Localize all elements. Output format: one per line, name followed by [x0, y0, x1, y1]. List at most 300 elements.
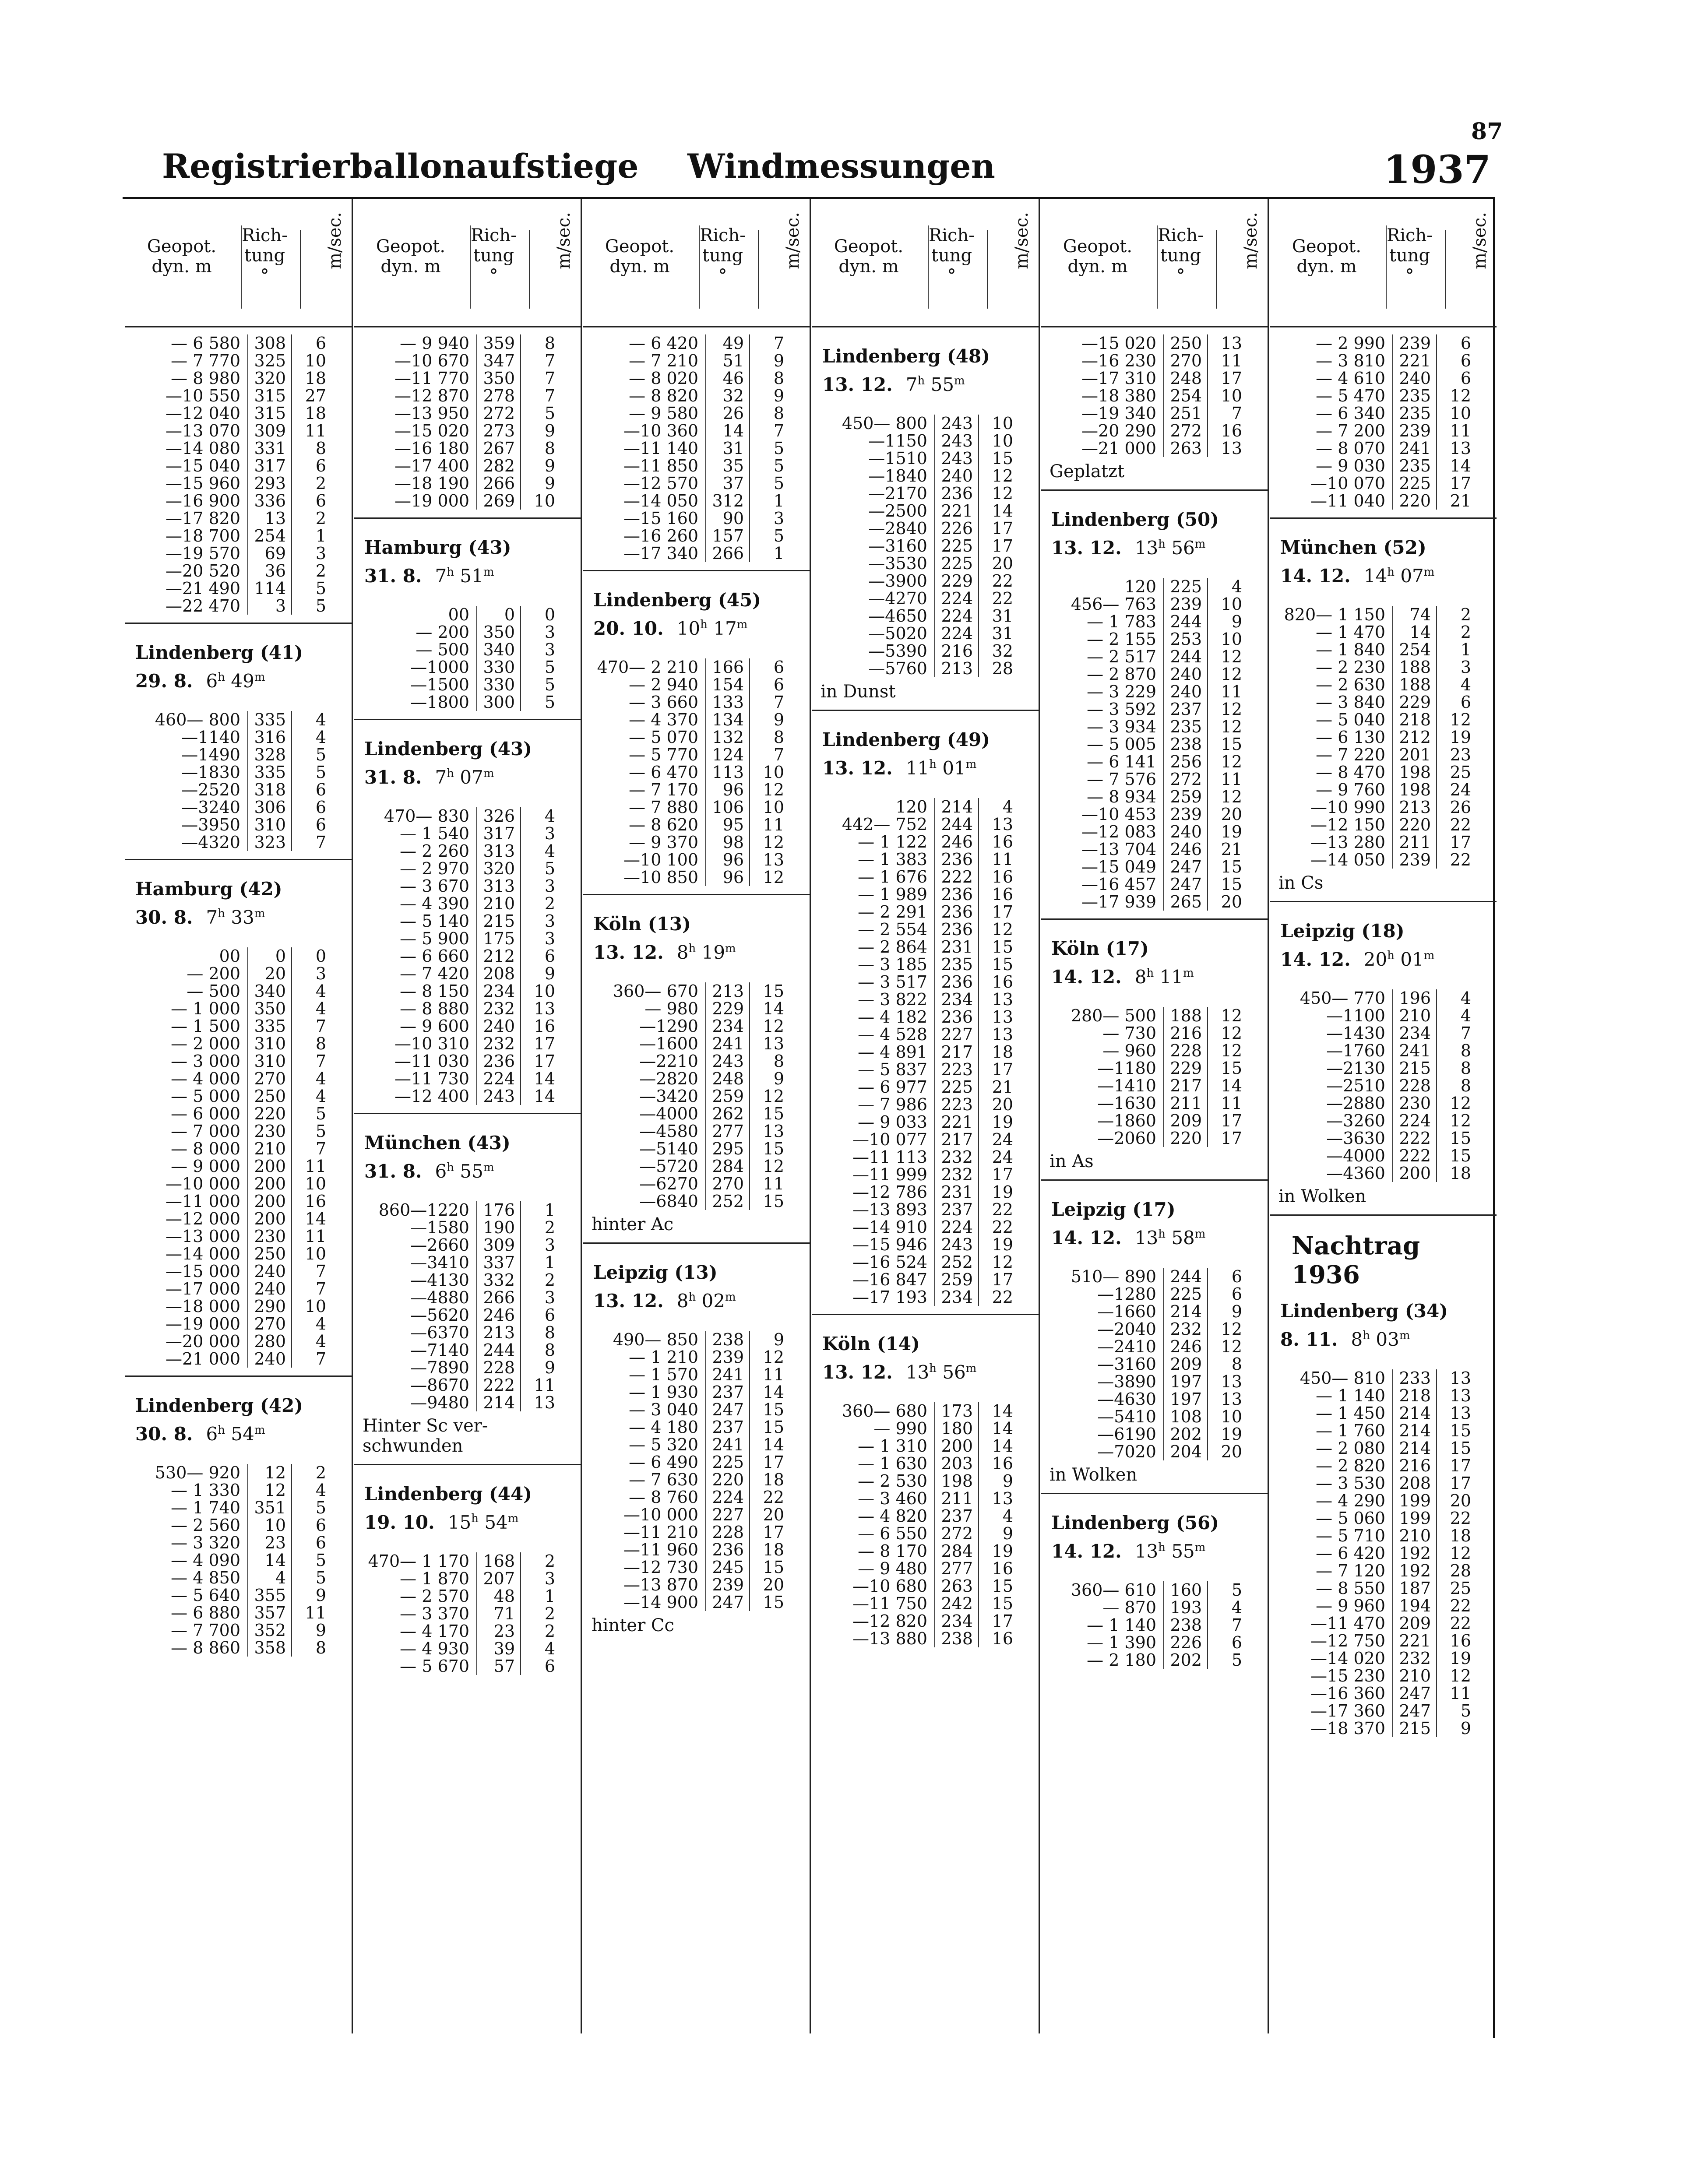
table-row — [1041, 1443, 1268, 1460]
height-cell: —10 000 — [166, 1174, 240, 1193]
speed-cell: 16 — [992, 885, 1013, 904]
height-cell: —19 000 — [166, 1314, 240, 1333]
table-row — [583, 334, 810, 352]
launch-date: 30. 8. — [135, 907, 193, 928]
speed-cell: 17 — [1221, 369, 1242, 388]
height-cell: —4650 — [868, 606, 927, 626]
direction-cell: 69 — [264, 544, 286, 563]
height-cell: —16 360 — [1310, 1684, 1385, 1703]
height-cell: —3410 — [410, 1253, 469, 1272]
height-cell: —2820 — [639, 1069, 698, 1088]
height-cell: —17 400 — [394, 456, 469, 475]
table-row — [1041, 1599, 1268, 1616]
speed-cell: 18 — [992, 1042, 1013, 1062]
speed-cell: 17 — [992, 1165, 1013, 1184]
speed-cell: 10 — [305, 351, 326, 370]
table-row — [125, 1087, 352, 1105]
direction-cell: 227 — [941, 1025, 973, 1044]
speed-cell: 12 — [763, 1017, 784, 1036]
block-note: Geplatzt — [1049, 461, 1125, 482]
table-row — [354, 475, 581, 492]
direction-cell: 282 — [483, 456, 515, 475]
height-cell: — 7 120 — [1316, 1561, 1385, 1580]
direction-cell: 269 — [483, 491, 515, 510]
speed-cell: 15 — [763, 1192, 784, 1211]
direction-cell: 224 — [941, 624, 973, 643]
direction-cell: 310 — [254, 1052, 286, 1071]
table-row — [1041, 352, 1268, 369]
launch-time: 14$^h$ 07$^m$ — [1363, 565, 1435, 587]
speed-cell: 17 — [1450, 474, 1471, 493]
rows — [583, 658, 810, 886]
height-cell: — 2 260 — [400, 841, 469, 861]
direction-cell: 248 — [1170, 369, 1202, 388]
speed-cell: 12 — [1450, 1544, 1471, 1563]
direction-cell: 236 — [483, 1052, 515, 1071]
direction-cell: 331 — [254, 439, 286, 458]
column-rule — [291, 1464, 292, 1657]
table-row — [1041, 1390, 1268, 1408]
block-note: hinter Ac — [592, 1214, 674, 1235]
speed-cell: 18 — [1450, 1526, 1471, 1545]
direction-cell: 234 — [483, 981, 515, 1001]
table-row — [1270, 1422, 1497, 1439]
direction-cell: 132 — [712, 728, 744, 747]
height-cell: —2170 — [868, 484, 927, 503]
header-height: Geopot. dyn. m — [834, 236, 904, 277]
table-row — [125, 728, 352, 746]
speed-cell: 4 — [315, 1481, 326, 1500]
direction-cell: 240 — [254, 1279, 286, 1298]
height-cell: — 8 470 — [1316, 763, 1385, 782]
date-time-line — [135, 901, 352, 930]
table-row — [354, 1324, 581, 1341]
direction-cell: 211 — [1170, 1094, 1202, 1113]
height-cell: —2210 — [639, 1052, 698, 1071]
table-row — [354, 1201, 581, 1219]
speed-cell: 5 — [315, 1104, 326, 1123]
speed-cell: 24 — [1450, 780, 1471, 799]
height-cell: —17 193 — [852, 1288, 927, 1307]
table-row — [125, 1035, 352, 1052]
direction-cell: 300 — [483, 693, 515, 712]
speed-cell: 15 — [763, 1400, 784, 1419]
ascent-title — [1270, 909, 1497, 972]
table-row — [812, 432, 1039, 450]
table-row — [354, 1254, 581, 1271]
height-cell: —3420 — [639, 1087, 698, 1106]
height-cell: — 7 630 — [629, 1470, 698, 1489]
height-cell: —15 020 — [1081, 334, 1156, 353]
height-cell: — 6 340 — [1316, 404, 1385, 423]
table-row — [583, 475, 810, 492]
table-row — [812, 956, 1039, 973]
speed-cell: 10 — [763, 763, 784, 782]
date-time-line — [1051, 1222, 1268, 1250]
speed-cell: 16 — [992, 867, 1013, 886]
speed-cell: 12 — [763, 780, 784, 799]
speed-cell: 6 — [544, 1657, 555, 1676]
table-row — [812, 502, 1039, 520]
table-row — [354, 641, 581, 658]
direction-cell: 154 — [712, 675, 744, 694]
height-cell: — 5 710 — [1316, 1526, 1385, 1545]
direction-cell: 216 — [1170, 1024, 1202, 1043]
column-rule — [705, 658, 706, 886]
direction-cell: 221 — [941, 501, 973, 521]
station-name: Lindenberg (50) — [1051, 509, 1219, 530]
height-cell: — 5 005 — [1087, 735, 1156, 754]
speed-cell: 10 — [1221, 1407, 1242, 1426]
column-rule — [247, 334, 248, 615]
speed-cell: 20 — [763, 1505, 784, 1524]
direction-cell: 247 — [1399, 1701, 1431, 1720]
direction-cell: 209 — [1399, 1614, 1431, 1633]
direction-cell: 230 — [254, 1122, 286, 1141]
table-row — [125, 422, 352, 440]
table-row — [583, 1471, 810, 1488]
table-row — [354, 492, 581, 510]
direction-cell: 13 — [264, 509, 286, 528]
table-row — [1270, 1387, 1497, 1404]
speed-cell: 15 — [992, 1576, 1013, 1596]
table-row — [812, 642, 1039, 660]
height-cell: —14 050 — [623, 491, 698, 510]
direction-cell: 204 — [1170, 1442, 1202, 1461]
direction-cell: 235 — [1170, 717, 1202, 736]
height-cell: —2130 — [1326, 1059, 1385, 1078]
height-cell: —4320 — [181, 833, 240, 852]
rows — [583, 1331, 810, 1611]
direction-cell: 210 — [1399, 1526, 1431, 1545]
table-row — [1041, 334, 1268, 352]
table-row — [125, 1481, 352, 1499]
launch-time: 8$^h$ 02$^m$ — [676, 1290, 736, 1312]
speed-cell: 3 — [1460, 658, 1471, 677]
speed-cell: 18 — [763, 1540, 784, 1559]
direction-cell: 236 — [941, 972, 973, 992]
direction-cell: 200 — [254, 1157, 286, 1176]
direction-cell: 244 — [1170, 647, 1202, 666]
column-rule — [1436, 1369, 1437, 1737]
speed-cell: 8 — [1460, 1041, 1471, 1060]
height-cell: — 9 960 — [1316, 1596, 1385, 1615]
table-row — [583, 816, 810, 834]
height-cell: — 9 580 — [629, 404, 698, 423]
launch-time: 8$^h$ 19$^m$ — [676, 942, 736, 963]
page-number: 87 — [1471, 118, 1503, 145]
header-height: Geopot. dyn. m — [1063, 236, 1133, 277]
speed-cell: 11 — [1450, 1684, 1471, 1703]
height-cell: — 1 840 — [1316, 640, 1385, 659]
ascent-block — [354, 327, 581, 519]
speed-cell: 15 — [992, 937, 1013, 957]
speed-cell: 12 — [992, 920, 1013, 939]
speed-cell: 7 — [773, 693, 784, 712]
table-row — [354, 1394, 581, 1411]
block-note: in Wolken — [1278, 1186, 1366, 1207]
speed-cell: 4 — [544, 1639, 555, 1658]
height-cell: — 8 934 — [1087, 787, 1156, 806]
table-row — [354, 1587, 581, 1605]
speed-cell: 12 — [992, 1252, 1013, 1272]
height-cell: —3630 — [1326, 1129, 1385, 1148]
speed-cell: 17 — [1450, 1456, 1471, 1475]
direction-cell: 237 — [712, 1418, 744, 1437]
table-row — [812, 991, 1039, 1008]
table-row — [1041, 1373, 1268, 1390]
table-row — [812, 921, 1039, 938]
height-cell: —2410 — [1097, 1337, 1156, 1356]
rows — [812, 798, 1039, 1306]
launch-date: 31. 8. — [364, 767, 422, 788]
speed-cell: 13 — [992, 990, 1013, 1009]
table-row — [583, 1087, 810, 1105]
table-row — [583, 387, 810, 405]
speed-cell: 8 — [773, 728, 784, 747]
direction-cell: 227 — [712, 1505, 744, 1524]
speed-cell: 22 — [992, 1217, 1013, 1237]
table-row — [1270, 1094, 1497, 1112]
table-row — [812, 1595, 1039, 1612]
height-cell: —3950 — [181, 815, 240, 834]
date-time-line — [364, 1506, 581, 1535]
table-row — [125, 1499, 352, 1516]
speed-cell: 10 — [1221, 595, 1242, 614]
height-cell: —1280 — [1097, 1284, 1156, 1304]
speed-cell: 10 — [305, 1244, 326, 1263]
direction-cell: 236 — [941, 885, 973, 904]
direction-cell: 222 — [483, 1375, 515, 1395]
table-row — [1041, 788, 1268, 806]
speed-cell: 1 — [544, 1587, 555, 1606]
speed-cell: 13 — [763, 1034, 784, 1053]
height-cell: —14 910 — [852, 1217, 927, 1237]
table-row — [1270, 334, 1497, 352]
table-row — [812, 798, 1039, 816]
speed-cell: 6 — [315, 798, 326, 817]
direction-cell: 188 — [1170, 1006, 1202, 1025]
table-row — [1041, 1651, 1268, 1669]
direction-cell: 332 — [483, 1270, 515, 1290]
direction-cell: 215 — [483, 911, 515, 931]
launch-date: 13. 12. — [1051, 537, 1122, 559]
table-row — [583, 658, 810, 676]
height-cell: — 3 822 — [858, 990, 927, 1009]
direction-cell: 240 — [1170, 682, 1202, 701]
direction-cell: 259 — [941, 1270, 973, 1289]
table-row — [1041, 665, 1268, 683]
speed-cell: 1 — [773, 544, 784, 563]
height-cell: — 7 210 — [629, 351, 698, 370]
header-height: Geopot. dyn. m — [376, 236, 446, 277]
height-cell: — 4 180 — [629, 1418, 698, 1437]
height-cell: —1410 — [1097, 1076, 1156, 1095]
table-row — [583, 851, 810, 869]
table-row — [812, 1113, 1039, 1131]
speed-cell: 7 — [773, 421, 784, 440]
ascent-block — [125, 624, 352, 860]
direction-cell: 340 — [483, 640, 515, 659]
direction-cell: 328 — [254, 745, 286, 764]
height-cell: —1760 — [1326, 1041, 1385, 1060]
launch-time: 10$^h$ 17$^m$ — [676, 618, 748, 639]
column-rule — [749, 1331, 750, 1611]
direction-cell: 240 — [483, 1017, 515, 1036]
speed-cell: 16 — [992, 972, 1013, 992]
speed-cell: 13 — [1450, 1386, 1471, 1405]
height-cell: — 1 500 — [171, 1017, 240, 1036]
speed-cell: 11 — [1221, 1094, 1242, 1113]
height-cell: —2040 — [1097, 1319, 1156, 1339]
direction-cell: 230 — [1399, 1094, 1431, 1113]
height-cell: —4360 — [1326, 1164, 1385, 1183]
table-row — [1270, 1632, 1497, 1650]
height-cell: —12 870 — [394, 386, 469, 405]
launch-date: 19. 10. — [364, 1512, 435, 1533]
table-row — [1041, 1129, 1268, 1147]
table-row — [125, 781, 352, 799]
height-cell: — 7 880 — [629, 798, 698, 817]
direction-cell: 306 — [254, 798, 286, 817]
station-name: Lindenberg (43) — [364, 738, 532, 760]
height-cell: —10 453 — [1081, 805, 1156, 824]
date-time-line — [135, 665, 352, 693]
column-rule — [934, 798, 935, 1306]
height-cell: — 2 000 — [171, 1034, 240, 1053]
rows — [125, 711, 352, 851]
table-row — [812, 415, 1039, 432]
launch-date: 13. 12. — [822, 1361, 893, 1383]
speed-cell: 12 — [1221, 1337, 1242, 1356]
station-name: Hamburg (43) — [364, 537, 511, 558]
table-row — [583, 728, 810, 746]
station-name: Köln (14) — [822, 1333, 920, 1354]
speed-cell: 13 — [992, 1489, 1013, 1508]
speed-cell: 15 — [763, 1558, 784, 1577]
height-cell: —12 040 — [166, 404, 240, 423]
table-row — [125, 1140, 352, 1157]
table-row — [1041, 735, 1268, 753]
speed-cell: 13 — [534, 999, 555, 1018]
speed-cell: 4 — [315, 1332, 326, 1351]
direction-cell: 188 — [1399, 675, 1431, 694]
station-name: Lindenberg (49) — [822, 729, 990, 750]
direction-cell: 237 — [941, 1506, 973, 1526]
speed-cell: 13 — [1450, 1368, 1471, 1388]
direction-cell: 320 — [254, 369, 286, 388]
height-cell: — 5 640 — [171, 1586, 240, 1605]
direction-cell: 221 — [941, 1112, 973, 1132]
height-cell: — 5 770 — [629, 745, 698, 764]
height-cell: 280— 500 — [1071, 1006, 1156, 1025]
height-cell: — 3 040 — [629, 1400, 698, 1419]
speed-cell: 17 — [763, 1453, 784, 1472]
height-cell: —13 704 — [1081, 840, 1156, 859]
direction-cell: 251 — [1170, 404, 1202, 423]
table-row — [812, 1437, 1039, 1455]
table-row — [812, 833, 1039, 851]
speed-cell: 15 — [1221, 875, 1242, 894]
table-row — [1270, 1129, 1497, 1147]
height-cell: — 4 891 — [858, 1042, 927, 1062]
speed-cell: 19 — [992, 1182, 1013, 1202]
date-time-line — [364, 761, 581, 790]
speed-cell: 26 — [1450, 798, 1471, 817]
table-row — [1270, 1007, 1497, 1024]
speed-cell: 7 — [315, 1052, 326, 1071]
speed-cell: 12 — [1221, 717, 1242, 736]
speed-cell: 2 — [544, 1604, 555, 1623]
direction-cell: 49 — [722, 334, 744, 353]
height-cell: 470— 2 210 — [597, 658, 698, 677]
direction-cell: 218 — [1399, 1386, 1431, 1405]
table-row — [583, 405, 810, 422]
speed-cell: 13 — [763, 850, 784, 869]
speed-cell: 20 — [1450, 1491, 1471, 1510]
height-cell: — 9 033 — [858, 1112, 927, 1132]
speed-cell: 20 — [1221, 892, 1242, 911]
height-cell: — 1 570 — [629, 1365, 698, 1384]
table-row — [583, 1017, 810, 1035]
height-cell: — 2 970 — [400, 859, 469, 878]
speed-cell: 12 — [1450, 1094, 1471, 1113]
table-row — [125, 799, 352, 816]
table-column — [1270, 199, 1497, 2033]
height-cell: — 1 390 — [1087, 1633, 1156, 1652]
speed-cell: 7 — [544, 386, 555, 405]
speed-cell: 8 — [1231, 1354, 1242, 1374]
height-cell: 360— 670 — [613, 981, 698, 1001]
speed-cell: 7 — [315, 1279, 326, 1298]
speed-cell: 6 — [1231, 1633, 1242, 1652]
table-row — [583, 693, 810, 711]
speed-cell: 4 — [315, 981, 326, 1001]
direction-cell: 23 — [264, 1533, 286, 1552]
direction-cell: 134 — [712, 710, 744, 729]
direction-cell: 214 — [1170, 1302, 1202, 1321]
direction-cell: 246 — [483, 1305, 515, 1325]
table-row — [1270, 728, 1497, 746]
speed-cell: 8 — [544, 1340, 555, 1360]
table-row — [125, 369, 352, 387]
speed-cell: 22 — [763, 1488, 784, 1507]
table-row — [125, 1070, 352, 1087]
table-row — [583, 799, 810, 816]
direction-cell: 350 — [483, 623, 515, 642]
direction-cell: 31 — [722, 439, 744, 458]
direction-cell: 239 — [1170, 595, 1202, 614]
height-cell: 120 — [895, 797, 927, 816]
speed-cell: 19 — [992, 1112, 1013, 1132]
speed-cell: 3 — [544, 1235, 555, 1255]
table-row — [1270, 457, 1497, 475]
speed-cell: 11 — [763, 1365, 784, 1384]
height-cell: — 7 420 — [400, 964, 469, 983]
direction-cell: 214 — [483, 1393, 515, 1412]
speed-cell: 5 — [1460, 1701, 1471, 1720]
header-speed-label: m/sec. — [1470, 212, 1490, 269]
height-cell: —18 700 — [166, 526, 240, 545]
direction-cell: 295 — [712, 1139, 744, 1158]
direction-cell: 39 — [493, 1639, 515, 1658]
column-rule — [978, 1402, 979, 1647]
height-cell: —14 000 — [166, 1244, 240, 1263]
column-rule — [1163, 1268, 1164, 1460]
launch-time: 20$^h$ 01$^m$ — [1363, 949, 1435, 970]
direction-cell: 236 — [941, 920, 973, 939]
rows — [125, 1464, 352, 1657]
